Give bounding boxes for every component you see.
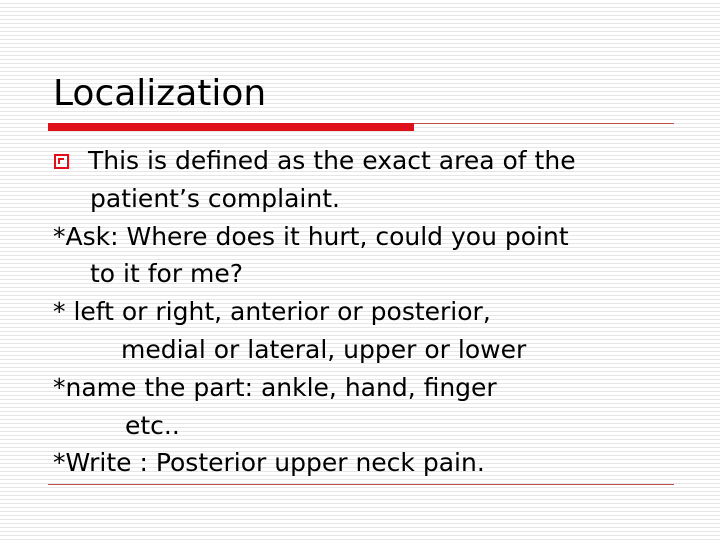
- bullet-line: [53, 142, 673, 180]
- slide-body: [53, 142, 673, 482]
- body-text-line: medial or lateral, upper or lower: [121, 334, 527, 364]
- body-text-line: *name the part: ankle, hand, finger: [53, 372, 497, 402]
- body-text-line: *Ask: Where does it hurt, could you point: [53, 221, 569, 251]
- body-text-line: to it for me?: [90, 259, 244, 289]
- body-text-line: This is defined as the exact area of the: [88, 146, 576, 175]
- title-accent-bar: [48, 123, 414, 131]
- body-text-line: *Write : Posterior upper neck pain.: [53, 448, 485, 478]
- body-text-line: etc..: [125, 410, 180, 440]
- slide-title: Localization: [53, 73, 267, 114]
- body-text-line: * left or right, anterior or posterior,: [53, 297, 491, 327]
- checkbox-bullet-icon: [54, 154, 69, 169]
- body-text-line: patient’s complaint.: [90, 183, 340, 213]
- bottom-divider-line: [48, 484, 674, 485]
